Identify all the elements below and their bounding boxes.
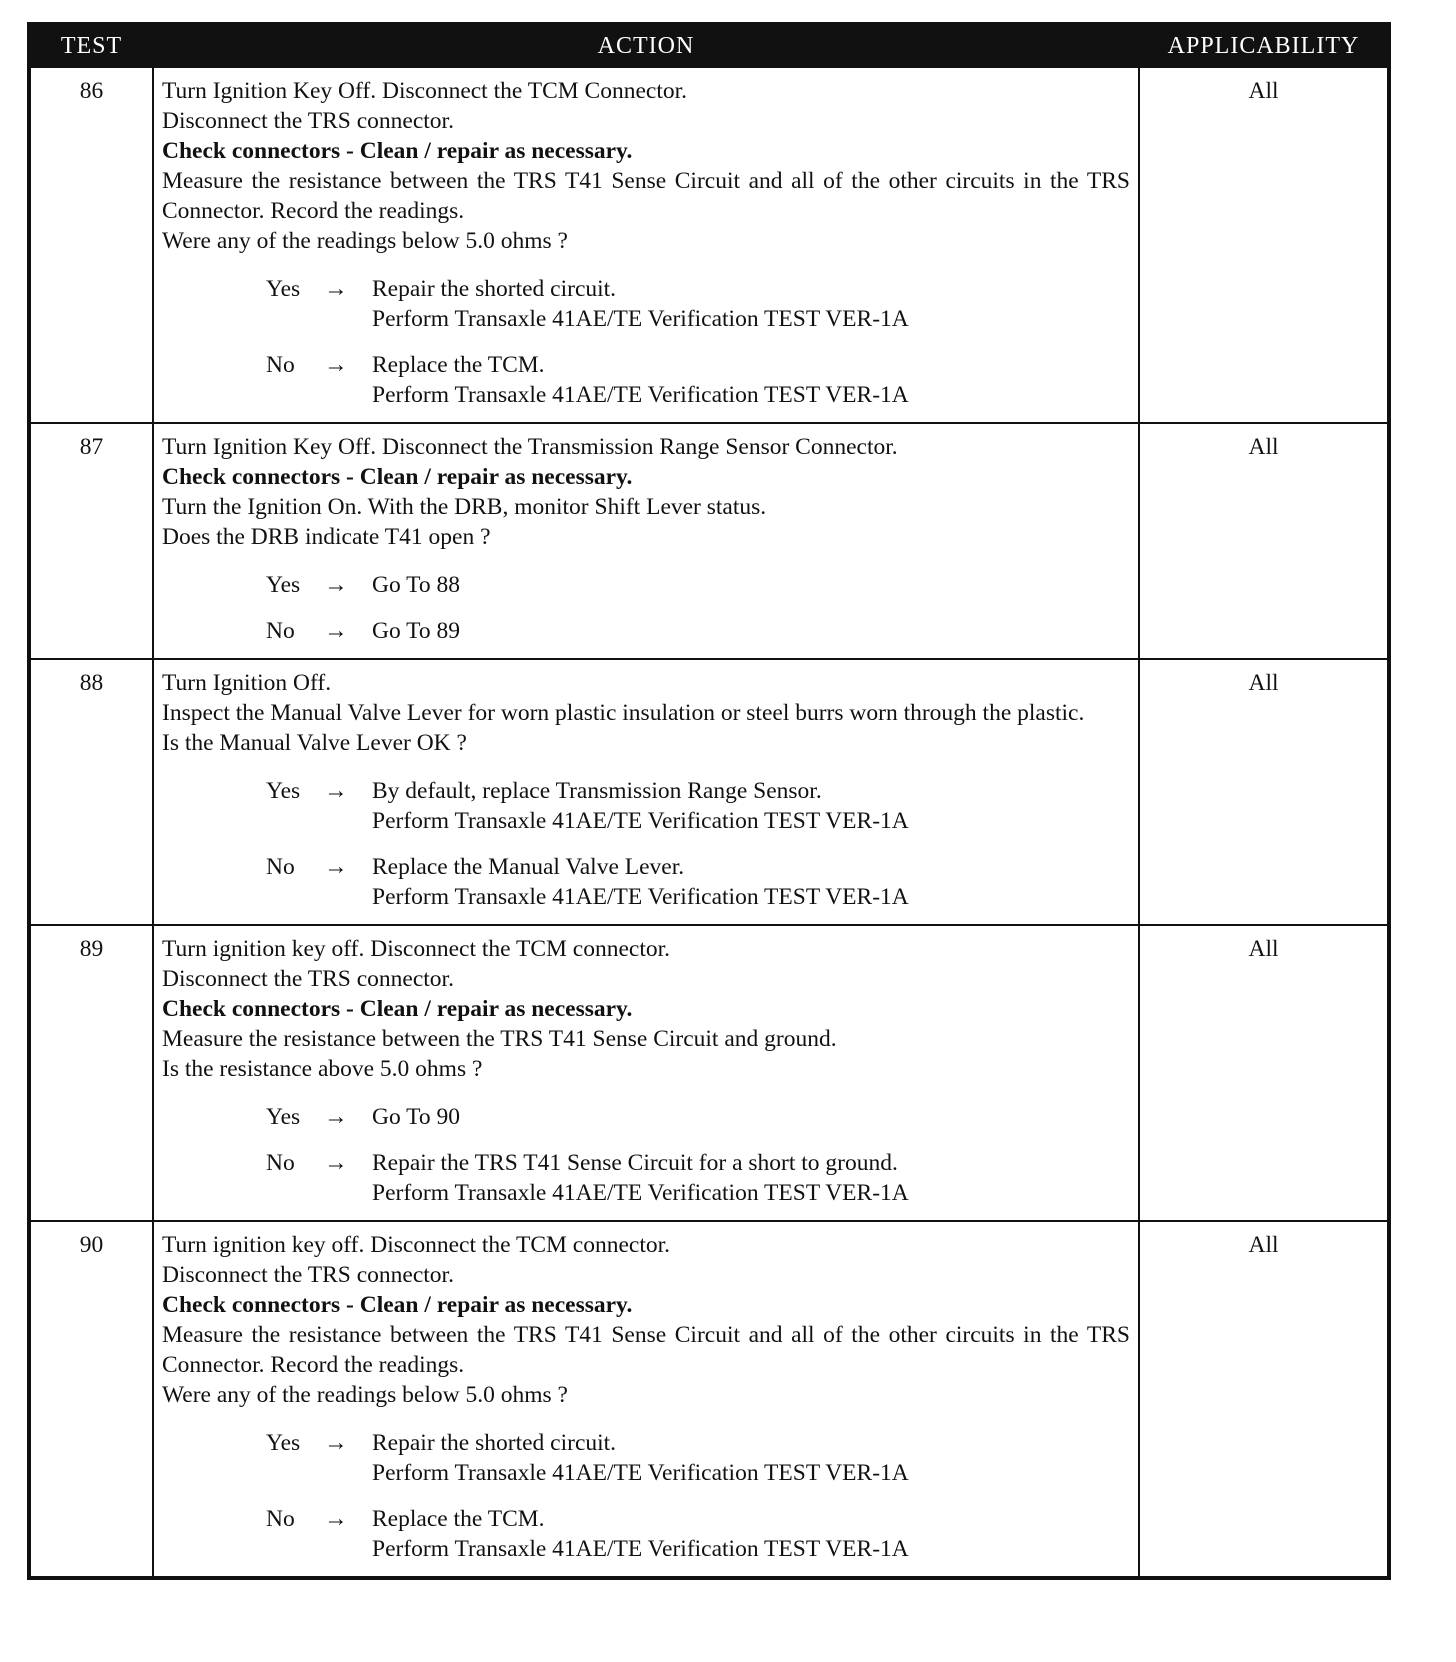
applicability: All — [1139, 1221, 1389, 1578]
action-instruction: Measure the resistance between the TRS T41 Sense Circuit and all of the other circuits in the TRS Connector. Record the readings. — [162, 1322, 1130, 1378]
result-branch — [162, 1428, 1130, 1488]
header-action: ACTION — [153, 24, 1139, 67]
result-branches — [162, 1102, 1130, 1208]
branch-line: Go To 89 — [372, 618, 461, 644]
action-instruction-bold: Check connectors - Clean / repair as necessary. — [162, 138, 633, 164]
branch-label: Yes — [266, 778, 301, 804]
right-arrow-icon: → — [324, 618, 348, 644]
table-row — [29, 67, 1389, 423]
result-branch — [162, 1504, 1130, 1564]
diagnostic-test-page — [27, 22, 1387, 1580]
header-applicability: APPLICABILITY — [1139, 24, 1389, 67]
branch-label: Yes — [266, 572, 301, 598]
result-branch — [162, 616, 1130, 646]
right-arrow-icon: → — [324, 1506, 348, 1532]
result-branch — [162, 274, 1130, 334]
result-branch — [162, 852, 1130, 912]
result-branches — [162, 1428, 1130, 1564]
action-instruction: Turn Ignition Key Off. Disconnect the Transmission Range Sensor Connector. — [162, 434, 898, 460]
action-cell — [153, 1221, 1139, 1578]
table-row — [29, 1221, 1389, 1578]
branch-line: Perform Transaxle 41AE/TE Verification TEST VER-1A — [372, 382, 909, 408]
branch-text — [372, 852, 1130, 912]
branch-label: No — [266, 618, 295, 644]
action-instruction: Measure the resistance between the TRS T41 Sense Circuit and all of the other circuits in the TRS Connector. Record the readings. — [162, 168, 1130, 224]
branch-line: Repair the TRS T41 Sense Circuit for a short to ground. — [372, 1150, 898, 1176]
action-instruction: Were any of the readings below 5.0 ohms ? — [162, 228, 568, 254]
action-cell — [153, 925, 1139, 1221]
test-number: 88 — [29, 659, 153, 925]
branch-text — [372, 1102, 1130, 1132]
action-instruction: Were any of the readings below 5.0 ohms ? — [162, 1382, 568, 1408]
applicability: All — [1139, 659, 1389, 925]
branch-label: No — [266, 1506, 295, 1532]
branch-label: Yes — [266, 1430, 301, 1456]
branch-line: Perform Transaxle 41AE/TE Verification TEST VER-1A — [372, 306, 909, 332]
right-arrow-icon: → — [324, 1150, 348, 1176]
action-cell — [153, 659, 1139, 925]
branch-text — [372, 274, 1130, 334]
table-row — [29, 925, 1389, 1221]
right-arrow-icon: → — [324, 854, 348, 880]
diagnostic-test-table — [27, 22, 1391, 1580]
test-number: 86 — [29, 67, 153, 423]
branch-label: No — [266, 1150, 295, 1176]
result-branch — [162, 1102, 1130, 1132]
result-branch — [162, 776, 1130, 836]
action-instruction: Disconnect the TRS connector. — [162, 966, 454, 992]
result-branch — [162, 350, 1130, 410]
right-arrow-icon: → — [324, 1104, 348, 1130]
right-arrow-icon: → — [324, 1430, 348, 1456]
branch-line: Replace the TCM. — [372, 1506, 545, 1532]
branch-line: Replace the TCM. — [372, 352, 545, 378]
action-instruction: Turn Ignition Key Off. Disconnect the TCM Connector. — [162, 78, 688, 104]
table-header — [29, 24, 1389, 67]
result-branch — [162, 570, 1130, 600]
branch-text — [372, 776, 1130, 836]
test-number: 87 — [29, 423, 153, 659]
branch-label: No — [266, 854, 295, 880]
branch-text — [372, 616, 1130, 646]
right-arrow-icon: → — [324, 276, 348, 302]
branch-text — [372, 1148, 1130, 1208]
action-instruction: Disconnect the TRS connector. — [162, 1262, 454, 1288]
branch-label: No — [266, 352, 295, 378]
branch-line: Repair the shorted circuit. — [372, 1430, 617, 1456]
action-instruction: Is the resistance above 5.0 ohms ? — [162, 1056, 483, 1082]
branch-line: Perform Transaxle 41AE/TE Verification TEST VER-1A — [372, 1460, 909, 1486]
right-arrow-icon: → — [324, 778, 348, 804]
branch-text — [372, 350, 1130, 410]
table-body — [29, 67, 1389, 1578]
branch-text — [372, 570, 1130, 600]
action-instruction-bold: Check connectors - Clean / repair as necessary. — [162, 996, 633, 1022]
result-branches — [162, 776, 1130, 912]
action-instruction: Disconnect the TRS connector. — [162, 108, 454, 134]
branch-line: Go To 88 — [372, 572, 461, 598]
branch-label: Yes — [266, 276, 301, 302]
result-branches — [162, 274, 1130, 410]
applicability: All — [1139, 67, 1389, 423]
right-arrow-icon: → — [324, 572, 348, 598]
applicability: All — [1139, 925, 1389, 1221]
branch-text — [372, 1428, 1130, 1488]
header-row — [29, 24, 1389, 67]
action-instruction: Turn Ignition Off. — [162, 670, 332, 696]
branch-line: Perform Transaxle 41AE/TE Verification TEST VER-1A — [372, 884, 909, 910]
action-instruction: Is the Manual Valve Lever OK ? — [162, 730, 467, 756]
header-test: TEST — [29, 24, 153, 67]
test-number: 90 — [29, 1221, 153, 1578]
branch-line: Replace the Manual Valve Lever. — [372, 854, 685, 880]
branch-line: Perform Transaxle 41AE/TE Verification TEST VER-1A — [372, 1536, 909, 1562]
result-branches — [162, 570, 1130, 646]
branch-line: Go To 90 — [372, 1104, 461, 1130]
branch-line: Perform Transaxle 41AE/TE Verification TEST VER-1A — [372, 808, 909, 834]
branch-label: Yes — [266, 1104, 301, 1130]
branch-line: Repair the shorted circuit. — [372, 276, 617, 302]
branch-line: By default, replace Transmission Range Sensor. — [372, 778, 822, 804]
table-row — [29, 423, 1389, 659]
action-instruction: Measure the resistance between the TRS T41 Sense Circuit and ground. — [162, 1026, 837, 1052]
right-arrow-icon: → — [324, 352, 348, 378]
action-instruction: Turn the Ignition On. With the DRB, monitor Shift Lever status. — [162, 494, 767, 520]
branch-line: Perform Transaxle 41AE/TE Verification TEST VER-1A — [372, 1180, 909, 1206]
test-number: 89 — [29, 925, 153, 1221]
action-cell — [153, 423, 1139, 659]
result-branch — [162, 1148, 1130, 1208]
action-instruction: Turn ignition key off. Disconnect the TCM connector. — [162, 936, 671, 962]
table-row — [29, 659, 1389, 925]
action-instruction: Does the DRB indicate T41 open ? — [162, 524, 491, 550]
action-instruction-bold: Check connectors - Clean / repair as necessary. — [162, 1292, 633, 1318]
action-instruction-bold: Check connectors - Clean / repair as necessary. — [162, 464, 633, 490]
action-cell — [153, 67, 1139, 423]
action-instruction: Inspect the Manual Valve Lever for worn plastic insulation or steel burrs worn through the plastic. — [162, 700, 1085, 726]
branch-text — [372, 1504, 1130, 1564]
action-instruction: Turn ignition key off. Disconnect the TCM connector. — [162, 1232, 671, 1258]
applicability: All — [1139, 423, 1389, 659]
